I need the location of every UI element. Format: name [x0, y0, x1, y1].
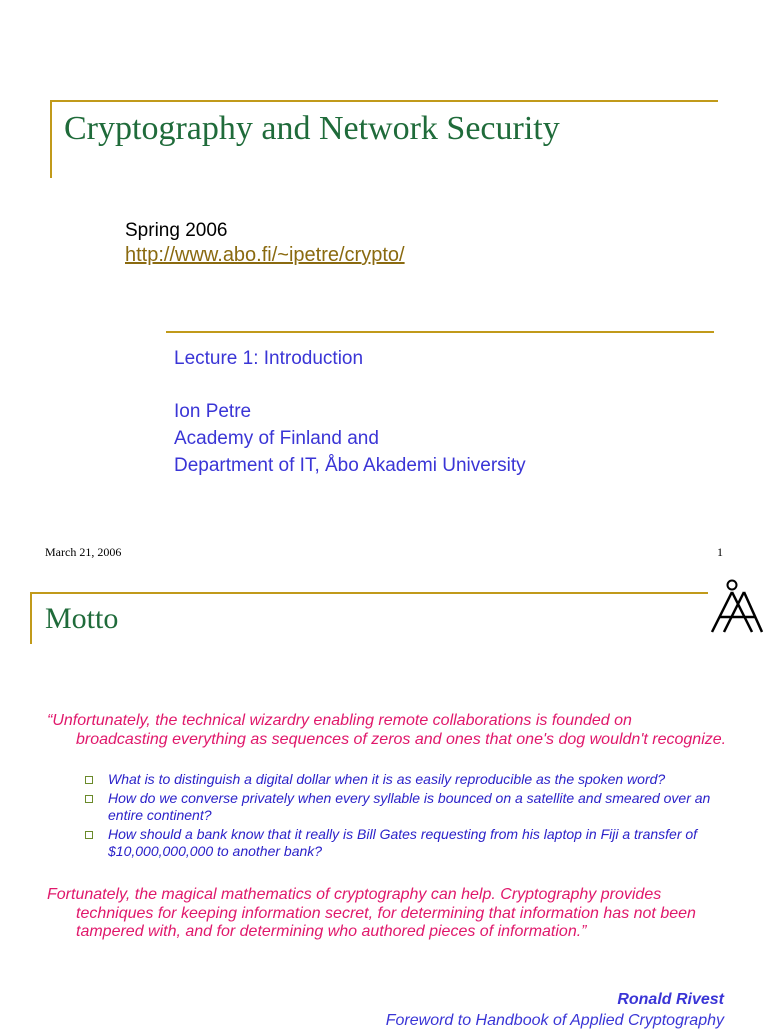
motto-top-rule [30, 592, 708, 594]
affiliation-line-1: Academy of Finland and [174, 428, 379, 449]
list-item [83, 790, 733, 824]
abo-akademi-logo-icon [708, 578, 764, 636]
attribution-name: Ronald Rivest [617, 991, 724, 1008]
affiliation-line-2: Department of IT, Åbo Akademi University [174, 455, 526, 476]
list-item-text: What is to distinguish a digital dollar when it is as easily reproducible as the spoken word? [108, 771, 666, 787]
motto-left-rule [30, 592, 32, 644]
square-bullet-icon [85, 795, 93, 803]
list-item [83, 771, 733, 788]
motto-title: Motto [45, 602, 119, 635]
square-bullet-icon [85, 776, 93, 784]
title-left-rule [50, 100, 52, 178]
subtitle-block [174, 345, 526, 479]
attribution-source: Foreword to Handbook of Applied Cryptography [385, 1012, 724, 1029]
quote-paragraph-2: Fortunately, the magical mathematics of cryptography can help. Cryptography provides techniques for keeping information secret, for determining that information has not been tampered with, and for determining who authored pieces of information.” [47, 886, 696, 940]
question-list [83, 771, 733, 862]
list-item [83, 826, 733, 860]
lecture-title: Lecture 1: Introduction [174, 348, 364, 369]
list-item-text: How do we converse privately when every syllable is bounced on a satellite and smeared over an entire continent? [108, 790, 711, 823]
square-bullet-icon [85, 831, 93, 839]
slide1-title: Cryptography and Network Security [64, 110, 560, 147]
title-top-rule [50, 100, 718, 102]
course-url-link[interactable]: http://www.abo.fi/~ipetre/crypto/ [125, 244, 405, 266]
subtitle-rule [166, 331, 714, 333]
quote-paragraph-1: “Unfortunately, the technical wizardry enabling remote collaborations is founded on broadcasting everything as sequences of zeros and ones that one's dog wouldn't recognize. [47, 712, 727, 748]
page-number: 1 [717, 545, 723, 559]
spacer [174, 372, 526, 398]
author-name: Ion Petre [174, 401, 252, 422]
footer-date: March 21, 2006 [45, 545, 122, 559]
term-label: Spring 2006 [125, 220, 228, 241]
list-item-text: How should a bank know that it really is Bill Gates requesting from his laptop in Fiji a transfer of $10,000,000,000 to another bank? [108, 826, 698, 859]
